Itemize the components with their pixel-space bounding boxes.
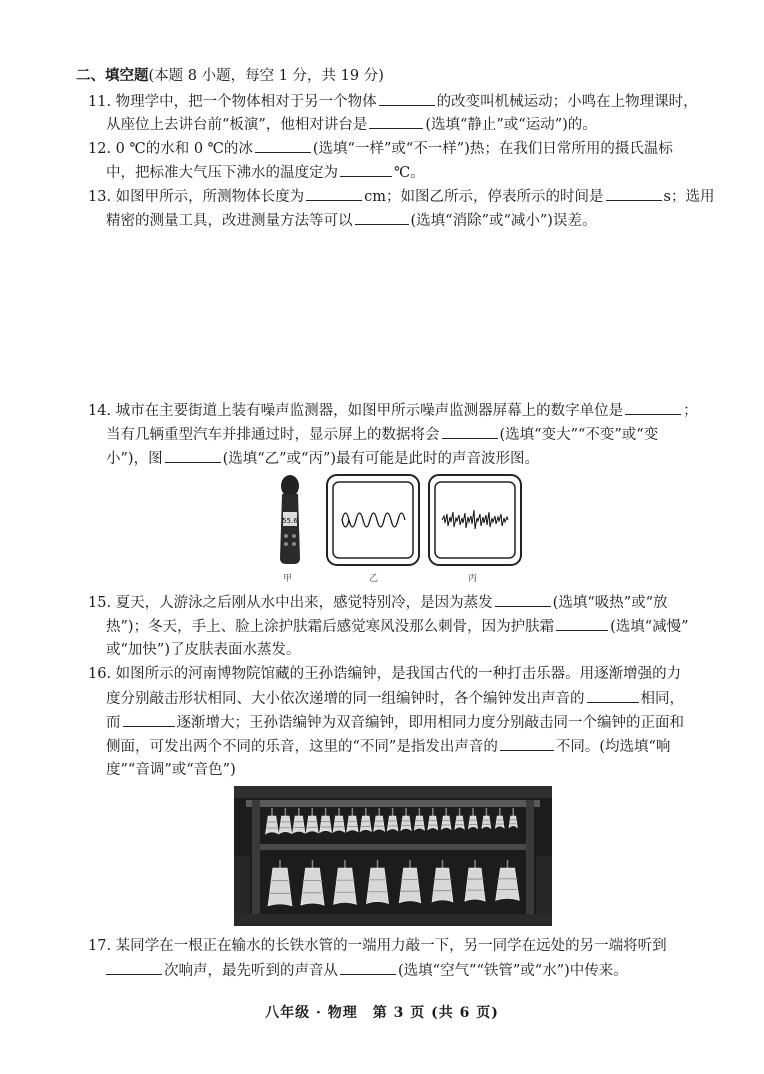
q11-text: 11. 物理学中，把一个物体相对于另一个物体 — [88, 94, 377, 110]
answer-blank[interactable] — [355, 210, 409, 225]
question-17-line-1 — [88, 936, 667, 956]
question-16-line-1 — [88, 664, 681, 684]
answer-blank[interactable] — [606, 186, 662, 201]
question-16-line-4 — [106, 736, 670, 757]
q14-text: (选填“变大”“不变”或“变 — [499, 427, 659, 443]
q15-text: (选填“吸热”或“放 — [552, 595, 668, 611]
question-16-line-5 — [106, 760, 236, 780]
question-17-line-2 — [106, 960, 628, 981]
q16-text: 不同。(均选填“响 — [555, 739, 671, 755]
answer-blank[interactable] — [306, 186, 362, 201]
answer-blank[interactable] — [500, 736, 554, 751]
q17-text: 17. 某同学在一根正在输水的长铁水管的一端用力敲一下，另一同学在远处的另一端将听到 — [88, 938, 667, 954]
question-16-line-2 — [106, 688, 684, 709]
question-14-line-3 — [106, 448, 539, 469]
answer-blank[interactable] — [165, 448, 221, 463]
q16-text: 而 — [106, 715, 121, 731]
answer-blank[interactable] — [379, 91, 435, 106]
figure-label-jia: 甲 — [283, 574, 293, 584]
q13-text: 13. 如图甲所示，所测物体长度为 — [88, 189, 305, 205]
question-11-line-1 — [88, 91, 698, 112]
meter-reading: 55.6 — [282, 517, 298, 525]
question-16-line-3 — [106, 712, 684, 733]
answer-blank[interactable] — [556, 616, 608, 631]
answer-blank[interactable] — [255, 138, 311, 153]
q16-text: 16. 如图所示的河南博物院馆藏的王孙诰编钟，是我国古代的一种打击乐器。用逐渐增强的力 — [88, 666, 682, 682]
waveform-yi-figure — [326, 474, 420, 566]
section-note: (本题 8 小题，每空 1 分，共 19 分) — [148, 68, 384, 84]
answer-blank[interactable] — [442, 424, 498, 439]
q14-text: (选填“乙”或“丙”)最有可能是此时的声音波形图。 — [222, 451, 540, 467]
q16-text: 度分别敲击形状相同、大小依次递增的同一组编钟时，各个编钟发出声音的 — [106, 691, 585, 707]
question-13-line-2 — [106, 210, 596, 231]
figure-label-bing: 丙 — [468, 574, 478, 584]
q17-text: (选填“空气”“铁管”或“水”)中传来。 — [398, 963, 628, 979]
q15-text: 15. 夏天，人游泳之后刚从水中出来，感觉特别冷，是因为蒸发 — [88, 595, 493, 611]
q15-text: 热”)；冬天，手上、脸上涂护肤霜后感觉寒风没那么刺骨，因为护肤霜 — [106, 619, 555, 635]
q14-text: 小”)，图 — [106, 451, 163, 467]
figure-label-yi: 乙 — [369, 574, 379, 584]
q14-text: 14. 城市在主要街道上装有噪声监测器，如图甲所示噪声监测器屏幕上的数字单位是 — [88, 403, 624, 419]
answer-blank[interactable] — [340, 960, 396, 975]
page-footer: 八年级 · 物理 第 3 页 (共 6 页) — [265, 1005, 499, 1021]
q13-text: s；选用 — [663, 189, 715, 205]
q15-text: (选填“减慢” — [610, 619, 689, 635]
sine-wave-icon — [326, 474, 420, 566]
q12-text: ℃。 — [394, 165, 425, 181]
q16-text: 逐渐增大；王孙诰编钟为双音编钟，即用相同力度分别敲击同一个编钟的正面和 — [176, 715, 684, 731]
q11-text: 从座位上去讲台前“板演”，他相对讲台是 — [106, 117, 368, 133]
q12-text: 12. 0 ℃的水和 0 ℃的冰 — [88, 141, 253, 157]
question-15-line-1 — [88, 592, 668, 613]
q11-text: 的改变叫机械运动；小鸣在上物理课时， — [436, 94, 698, 110]
q12-text: (选填“一样”或“不一样”)热；在我们日常所用的摄氏温标 — [312, 141, 673, 157]
answer-blank[interactable] — [369, 114, 423, 129]
question-14-line-2 — [106, 424, 658, 445]
noise-meter-icon — [274, 472, 306, 568]
q13-text: 精密的测量工具，改进测量方法等可以 — [106, 213, 353, 229]
question-15-line-3 — [106, 640, 300, 660]
q16-text: 侧面，可发出两个不同的乐音，这里的“不同”是指发出声音的 — [106, 739, 498, 755]
section-heading: 二、填空题 — [76, 67, 149, 84]
answer-blank[interactable] — [106, 960, 162, 975]
q16-text: 度”“音调”或“音色”) — [106, 762, 236, 778]
answer-blank[interactable] — [495, 592, 551, 607]
q16-text: 相同， — [640, 691, 684, 707]
noise-meter-figure — [274, 472, 306, 568]
q13-text: cm；如图乙所示，停表所示的时间是 — [364, 189, 604, 205]
question-12-line-2 — [106, 162, 425, 183]
question-12-line-1 — [88, 138, 673, 159]
chime-bells-photo — [234, 786, 552, 926]
q13-text: (选填“消除”或“减小”)误差。 — [410, 213, 597, 229]
question-14-line-1 — [88, 400, 698, 421]
q17-text: 次响声，最先听到的声音从 — [164, 963, 338, 979]
question-13-line-1 — [88, 186, 715, 207]
q14-text: 当有几辆重型汽车并排通过时，显示屏上的数据将会 — [106, 427, 440, 443]
answer-blank[interactable] — [340, 162, 392, 177]
q12-text: 中，把标准大气压下沸水的温度定为 — [106, 165, 338, 181]
q14-text: ； — [683, 403, 698, 419]
q11-text: (选填“静止”或“运动”)的。 — [425, 117, 597, 133]
answer-blank[interactable] — [587, 688, 639, 703]
waveform-bing-figure — [428, 474, 522, 566]
answer-blank[interactable] — [625, 400, 681, 415]
chime-bells-image — [234, 786, 552, 926]
question-11-line-2 — [106, 114, 597, 135]
section-title — [76, 66, 384, 86]
q15-text: 或“加快”)了皮肤表面水蒸发。 — [106, 642, 301, 658]
question-15-line-2 — [106, 616, 689, 637]
noise-wave-icon — [428, 474, 522, 566]
answer-blank[interactable] — [123, 712, 175, 727]
